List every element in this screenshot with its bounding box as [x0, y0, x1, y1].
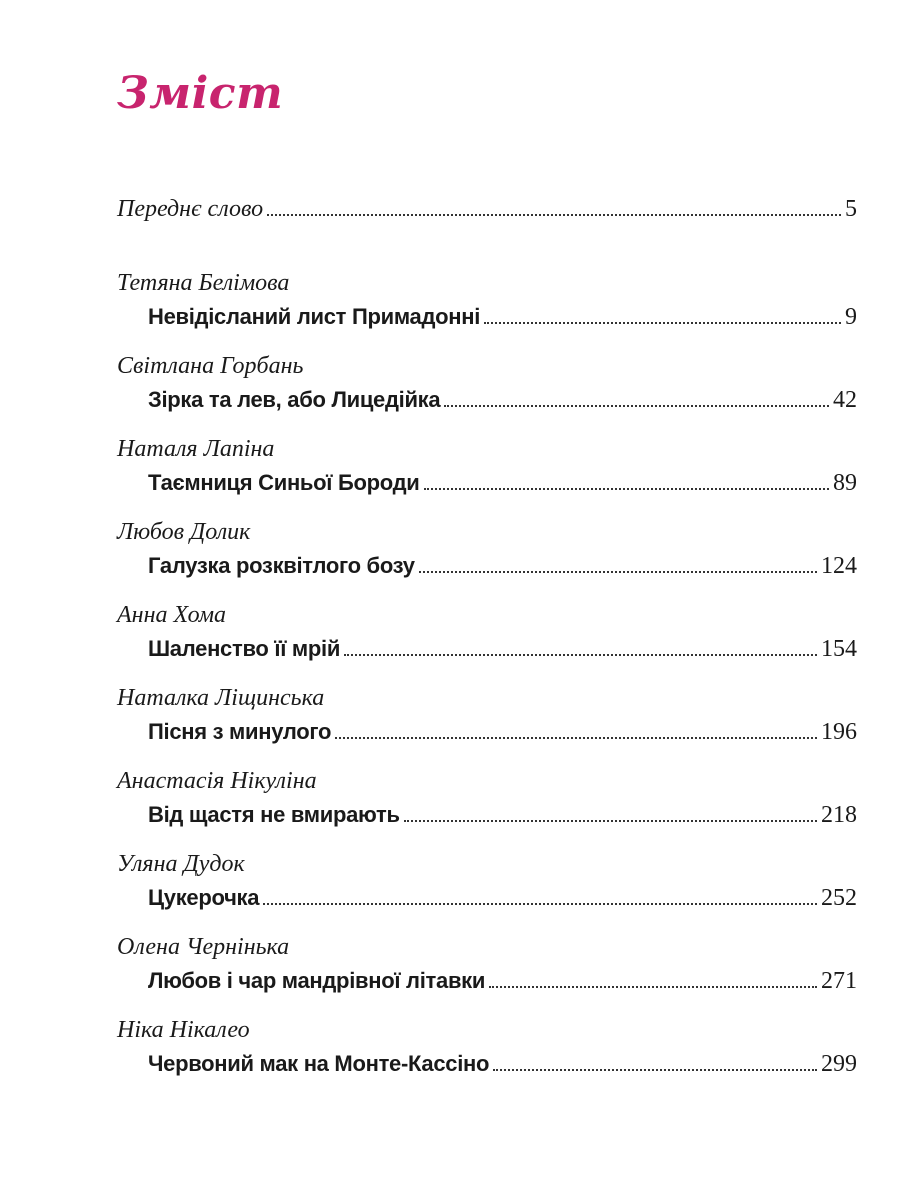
page-number: 89 — [833, 470, 857, 496]
dot-leader — [493, 1068, 817, 1071]
page-number: 299 — [821, 1051, 857, 1077]
dot-leader — [424, 487, 829, 490]
work-title: Шаленство її мрій — [148, 636, 341, 661]
toc-entry[interactable] — [148, 636, 857, 670]
preface-label: Переднє слово — [117, 196, 264, 222]
dot-leader — [335, 736, 817, 739]
work-title: Цукерочка — [148, 885, 260, 910]
work-title: Від щастя не вмирають — [148, 802, 400, 827]
page-number: 196 — [821, 719, 857, 745]
work-title: Зірка та лев, або Лицедійка — [148, 387, 441, 412]
author-name: Анна Хома — [117, 602, 227, 628]
author-name: Наталя Лапіна — [117, 436, 275, 462]
toc-entry[interactable] — [148, 885, 857, 919]
toc-entry[interactable] — [148, 470, 857, 504]
page-number: 5 — [845, 196, 857, 222]
author-name: Світлана Горбань — [117, 353, 304, 379]
toc-entry[interactable] — [148, 304, 857, 338]
author-name: Анастасія Нікуліна — [117, 768, 317, 794]
page-number: 9 — [845, 304, 857, 330]
toc-entry[interactable] — [148, 802, 857, 836]
page-number: 271 — [821, 968, 857, 994]
toc-entry[interactable] — [148, 719, 857, 753]
toc-entry[interactable] — [148, 1051, 857, 1085]
page-number: 124 — [821, 553, 857, 579]
dot-leader — [489, 985, 817, 988]
author-name: Олена Чернінька — [117, 934, 290, 960]
work-title: Невідісланий лист Примадонні — [148, 304, 481, 329]
page-title: Зміст — [117, 68, 284, 119]
work-title: Таємниця Синьої Бороди — [148, 470, 420, 495]
work-title: Любов і чар мандрівної літавки — [148, 968, 486, 993]
toc-entry[interactable] — [148, 553, 857, 587]
page-number: 42 — [833, 387, 857, 413]
dot-leader — [419, 570, 817, 573]
toc-entry-preface[interactable] — [117, 196, 857, 230]
dot-leader — [267, 213, 841, 216]
dot-leader — [404, 819, 817, 822]
author-name: Ніка Нікалео — [117, 1017, 250, 1043]
work-title: Червоний мак на Монте-Кассіно — [148, 1051, 490, 1076]
dot-leader — [263, 902, 817, 905]
toc-entry[interactable] — [148, 387, 857, 421]
work-title: Пісня з минулого — [148, 719, 332, 744]
page-number: 154 — [821, 636, 857, 662]
dot-leader — [444, 404, 829, 407]
dot-leader — [344, 653, 817, 656]
dot-leader — [484, 321, 841, 324]
toc-entry[interactable] — [148, 968, 857, 1002]
author-name: Тетяна Белімова — [117, 270, 290, 296]
page-number: 218 — [821, 802, 857, 828]
page-number: 252 — [821, 885, 857, 911]
author-name: Уляна Дудок — [117, 851, 245, 877]
author-name: Любов Долик — [117, 519, 251, 545]
work-title: Галузка розквітлого бозу — [148, 553, 415, 578]
author-name: Наталка Ліщинська — [117, 685, 325, 711]
